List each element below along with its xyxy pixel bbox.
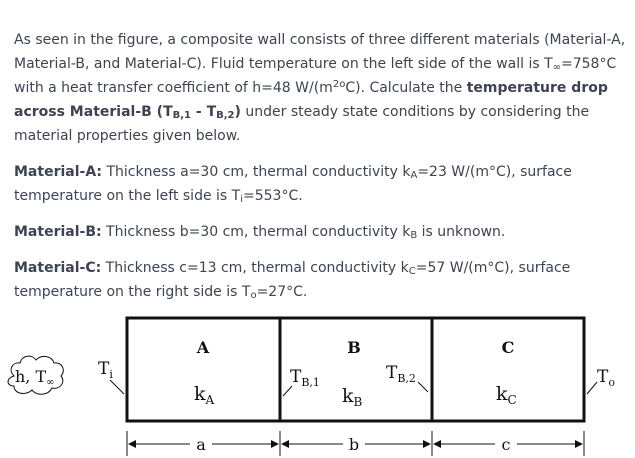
t-i-label: $T_i$	[98, 359, 113, 381]
cloud-label: h, T∞	[15, 367, 55, 388]
k-c-label: $k_C$	[496, 383, 517, 407]
composite-wall-figure	[0, 310, 635, 458]
label-material-b: B	[347, 338, 361, 357]
t-b2-label: $T_{B,2}$	[386, 363, 416, 385]
t-i-leader	[110, 380, 124, 394]
intro-line-1: As seen in the figure, a composite wall consists of three different materials (Material-A,	[14, 32, 626, 48]
intro-line-5: material properties given below.	[14, 128, 241, 144]
t-o-leader	[587, 382, 597, 394]
material-c-line-2: temperature on the right side is $T_o=27^\circ C$.	[14, 284, 308, 301]
dim-b-label: b	[348, 435, 360, 454]
t-b1-label: $T_{B,1}$	[290, 367, 320, 389]
material-a-line-1: Material-A: Thickness a=30 cm, thermal conductivity $k_A=23$ W/(m°C), surface	[14, 164, 572, 181]
intro-line-2: Material-B, and Material-C). Fluid temperature on the left side of the wall is $T_\infty=758^\circ C$	[14, 56, 617, 73]
material-a-paragraph	[14, 160, 626, 208]
k-b-label: $k_B$	[342, 385, 363, 409]
k-a-label: $k_A$	[194, 383, 215, 407]
material-b-paragraph	[14, 220, 626, 244]
intro-line-4: across Material-B $(T_{B,1} - T_{B,2})$ under steady state conditions by considering the	[14, 104, 590, 121]
material-a-line-2: temperature on the left side is $T_i=553^\circ C$.	[14, 188, 303, 205]
intro-line-3: with a heat transfer coefficient of h=48 $W/(m^{2o}C)$. Calculate the temperature drop	[14, 79, 608, 96]
t-b1-leader	[283, 386, 292, 396]
problem-intro	[14, 28, 626, 148]
t-b2-leader	[418, 382, 428, 392]
material-c-line-1: Material-C: Thickness c=13 cm, thermal conductivity $k_C=57$ W/(m°C), surface	[14, 260, 571, 277]
label-material-c: C	[501, 338, 515, 357]
label-material-a: A	[196, 338, 210, 357]
material-c-paragraph	[14, 256, 626, 304]
t-o-label: $T_o$	[597, 367, 615, 389]
dim-c-label: c	[501, 435, 511, 454]
material-b-line-1: Material-B: Thickness b=30 cm, thermal conductivity $k_B$ is unknown.	[14, 224, 506, 241]
dim-a-label: a	[196, 435, 206, 454]
